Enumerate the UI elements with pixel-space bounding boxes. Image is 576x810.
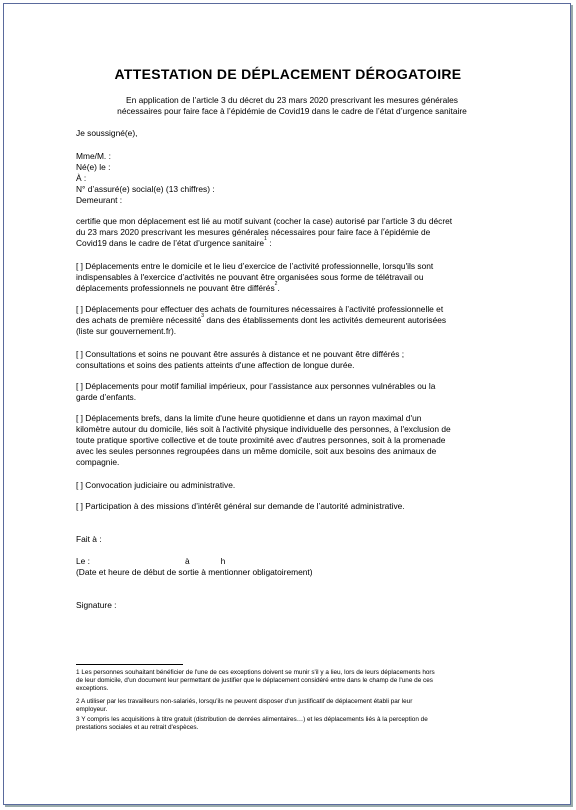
footnote-line: de leur domicile, d'un document leur permettant de justifier que le déplacement considéré entre dans le champ de l'une de ces xyxy=(76,677,433,685)
footnote-ref: 2 xyxy=(274,281,278,287)
birth-date-field-label: Né(e) le : xyxy=(76,162,111,172)
date-line xyxy=(76,556,500,567)
footnote-ref: 1 xyxy=(264,236,267,242)
subtitle-line: En application de l’article 3 du décret du 23 mars 2020 prescrivant les mesures générales xyxy=(126,95,458,105)
date-at-label: à xyxy=(184,556,190,566)
option-line: (liste sur gouvernement.fr). xyxy=(76,326,177,336)
footnote-line: 3 Y compris les acquisitions à titre gratuit (distribution de denrées alimentaires…) et les déplacements liés à la perception de xyxy=(76,716,428,723)
certify-line: du 23 mars 2020 prescrivant les mesures générales nécessaires pour faire face à l’épidémie de xyxy=(76,227,431,237)
insurance-number-field-label: N° d’assuré(e) social(e) (13 chiffres) : xyxy=(76,184,215,194)
footnote-2 xyxy=(76,698,506,714)
subtitle-line: nécessaires pour faire face à l’épidémie de Covid19 dans le cadre de l’état d’urgence sanitaire xyxy=(117,106,467,116)
footnote-separator xyxy=(76,664,183,665)
identity-fields xyxy=(76,151,500,206)
option-line xyxy=(76,283,500,294)
certify-line xyxy=(76,238,500,249)
option-text: dans des établissements dont les activités demeurent autorisées xyxy=(204,315,447,325)
option-line: [ ] Déplacements entre le domicile et le lieu d’exercice de l’activité professionnelle, lorsqu'ils sont xyxy=(76,261,434,271)
option-end: . xyxy=(277,283,280,293)
option-general-interest[interactable] xyxy=(76,501,500,512)
option-judicial[interactable] xyxy=(76,480,500,491)
document-title: ATTESTATION DE DÉPLACEMENT DÉROGATOIRE xyxy=(114,66,462,82)
footnote-ref: 3 xyxy=(201,313,205,319)
option-line: [ ] Consultations et soins ne pouvant être assurés à distance et ne pouvant être différés ; xyxy=(76,349,405,359)
footnote-line: 2 A utiliser par les travailleurs non-salariés, lorsqu'ils ne peuvent disposer d'un justificatif de déplacement établi par leur xyxy=(76,698,413,705)
option-exercise[interactable] xyxy=(76,413,500,468)
footnote-3 xyxy=(76,716,506,732)
option-line: avec les seules personnes regroupées dans un même domicile, soit aux besoins des animaux de xyxy=(76,446,437,456)
option-work[interactable] xyxy=(76,261,500,294)
date-label: Le : xyxy=(76,556,90,566)
option-line xyxy=(76,315,500,326)
undersigned-text: Je soussigné(e), xyxy=(76,128,138,138)
option-text: déplacements professionnels ne pouvant être différés xyxy=(76,283,275,293)
option-line: garde d’enfants. xyxy=(76,392,137,402)
option-line: kilomètre autour du domicile, liés soit à l'activité physique individuelle des personnes, à l'exclusion de xyxy=(76,424,451,434)
option-line: [ ] Déplacements pour effectuer des achats de fournitures nécessaires à l’activité professionnelle et xyxy=(76,304,444,314)
certify-paragraph xyxy=(76,216,500,249)
option-line: compagnie. xyxy=(76,457,120,467)
option-line: [ ] Participation à des missions d’intérêt général sur demande de l’autorité administrative. xyxy=(76,501,405,511)
option-line: consultations et soins des patients atteints d'une affection de longue durée. xyxy=(76,360,355,370)
footnote-line: prestations sociales et au retrait d'espèces. xyxy=(76,724,199,732)
certify-end: : xyxy=(266,238,272,248)
address-field-label: Demeurant : xyxy=(76,195,123,205)
option-line: [ ] Déplacements brefs, dans la limite d'une heure quotidienne et dans un rayon maximal d'un xyxy=(76,413,422,423)
option-line: indispensables à l'exercice d’activités ne pouvant être organisées sous forme de télétravail ou xyxy=(76,272,424,282)
birth-place-field-label: À : xyxy=(76,173,87,183)
option-family[interactable] xyxy=(76,381,500,403)
certify-line: certifie que mon déplacement est lié au motif suivant (cocher la case) autorisé par l’article 3 du décret xyxy=(76,216,453,226)
made-at-label: Fait à : xyxy=(76,534,102,544)
option-health[interactable] xyxy=(76,349,500,371)
footnote-line: employeur. xyxy=(76,706,108,714)
footnote-line: 1 Les personnes souhaitant bénéficier de l'une de ces exceptions doivent se munir s'il y a lieu, lors de leurs déplacements hors xyxy=(76,669,435,676)
date-hour-label: h xyxy=(220,556,226,566)
option-line: [ ] Déplacements pour motif familial impérieux, pour l’assistance aux personnes vulnérables ou la xyxy=(76,381,436,391)
option-line: toute pratique sportive collective et de toute proximité avec d'autres personnes, soit à la promenade xyxy=(76,435,446,445)
date-note: (Date et heure de début de sortie à mentionner obligatoirement) xyxy=(76,567,313,577)
footnote-line: exceptions. xyxy=(76,685,109,693)
option-line: [ ] Convocation judiciaire ou administrative. xyxy=(76,480,236,490)
certify-text: Covid19 dans le cadre de l’état d’urgence sanitaire xyxy=(76,238,265,248)
option-shopping[interactable] xyxy=(76,304,500,337)
document-subtitle xyxy=(90,95,494,117)
signature-label: Signature : xyxy=(76,600,117,610)
option-text: des achats de première nécessité xyxy=(76,315,202,325)
name-field-label: Mme/M. : xyxy=(76,151,111,161)
footnote-1 xyxy=(76,669,506,694)
